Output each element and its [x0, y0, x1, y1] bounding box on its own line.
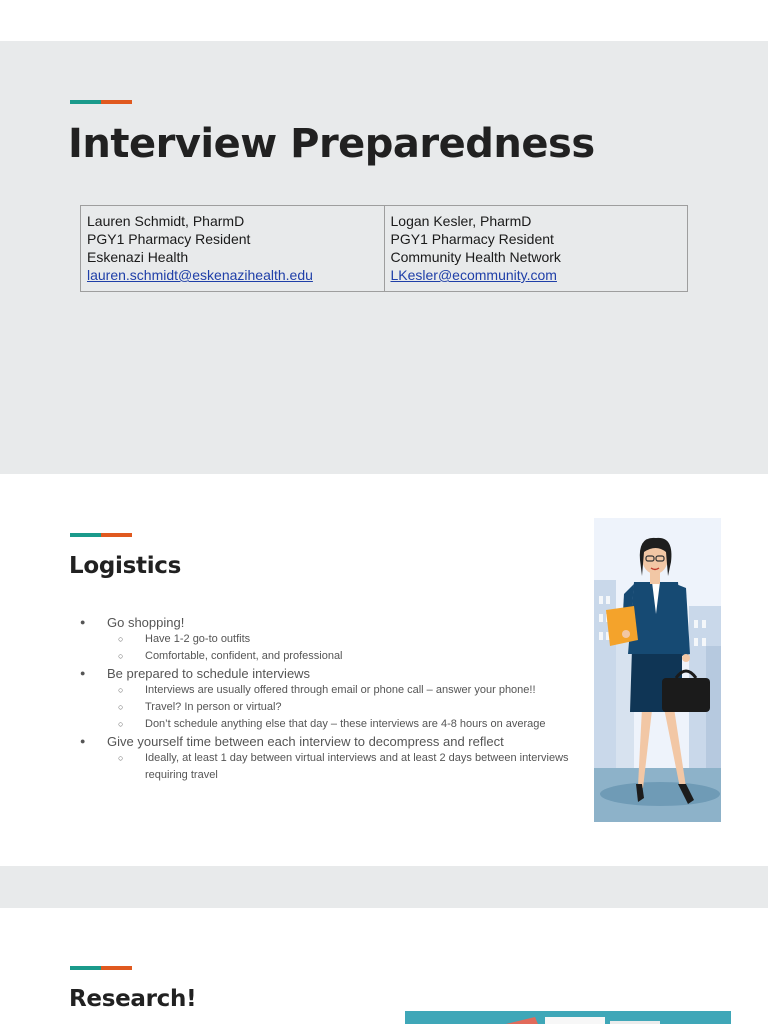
businesswoman-illustration: [594, 518, 721, 822]
author-org: Eskenazi Health: [87, 249, 189, 265]
logistics-heading: Logistics: [69, 553, 181, 579]
author-org: Community Health Network: [390, 249, 561, 265]
bullet-text: Give yourself time between each interview to decompress and reflect: [107, 734, 504, 749]
sub-bullet-item: ○ Don’t schedule anything else that day – these interviews are 4-8 hours on average: [107, 716, 580, 733]
accent-teal-segment: [70, 966, 101, 970]
page-title: Interview Preparedness: [68, 121, 595, 167]
top-margin: [0, 0, 768, 41]
sub-bullet-list: [107, 750, 580, 784]
sub-bullet-item: ○ Ideally, at least 1 day between virtual interviews and at least 2 days between interviews requiring travel: [107, 750, 580, 784]
bullet-item: [80, 614, 580, 665]
author-name: Logan Kesler, PharmD: [390, 213, 532, 229]
author-email-link[interactable]: LKesler@ecommunity.com: [390, 267, 557, 283]
sub-bullet-item: ○ Have 1-2 go-to outfits: [107, 631, 580, 648]
logistics-slide: [0, 474, 768, 866]
accent-orange-segment: [101, 966, 132, 970]
author-cell-1: [81, 206, 385, 292]
author-email-link[interactable]: lauren.schmidt@eskenazihealth.edu: [87, 267, 313, 283]
accent-teal-segment: [70, 533, 101, 537]
title-slide: [0, 41, 768, 474]
logistics-accent-bar: [70, 533, 132, 537]
author-name: Lauren Schmidt, PharmD: [87, 213, 245, 229]
accent-orange-segment: [101, 533, 132, 537]
accent-teal-segment: [70, 100, 101, 104]
research-accent-bar: [70, 966, 132, 970]
bullet-item: [80, 733, 580, 784]
sub-bullet-item: ○ Interviews are usually offered through email or phone call – answer your phone!!: [107, 682, 580, 699]
accent-orange-segment: [101, 100, 132, 104]
author-role: PGY1 Pharmacy Resident: [390, 231, 554, 247]
research-heading: Research!: [69, 986, 197, 1012]
research-slide: [0, 908, 768, 1024]
research-illustration: [405, 1011, 731, 1024]
author-table: [80, 205, 688, 292]
title-accent-bar: [70, 100, 132, 104]
bullet-text: Go shopping!: [107, 615, 185, 630]
sub-bullet-item: ○ Travel? In person or virtual?: [107, 699, 580, 716]
author-role: PGY1 Pharmacy Resident: [87, 231, 251, 247]
author-cell-2: [384, 206, 688, 292]
sub-bullet-item: ○ Comfortable, confident, and professional: [107, 648, 580, 665]
sub-bullet-list: [107, 631, 580, 665]
sub-bullet-list: [107, 682, 580, 733]
bullet-item: [80, 665, 580, 733]
bullet-text: Be prepared to schedule interviews: [107, 666, 311, 681]
logistics-bullet-list: [80, 614, 580, 784]
